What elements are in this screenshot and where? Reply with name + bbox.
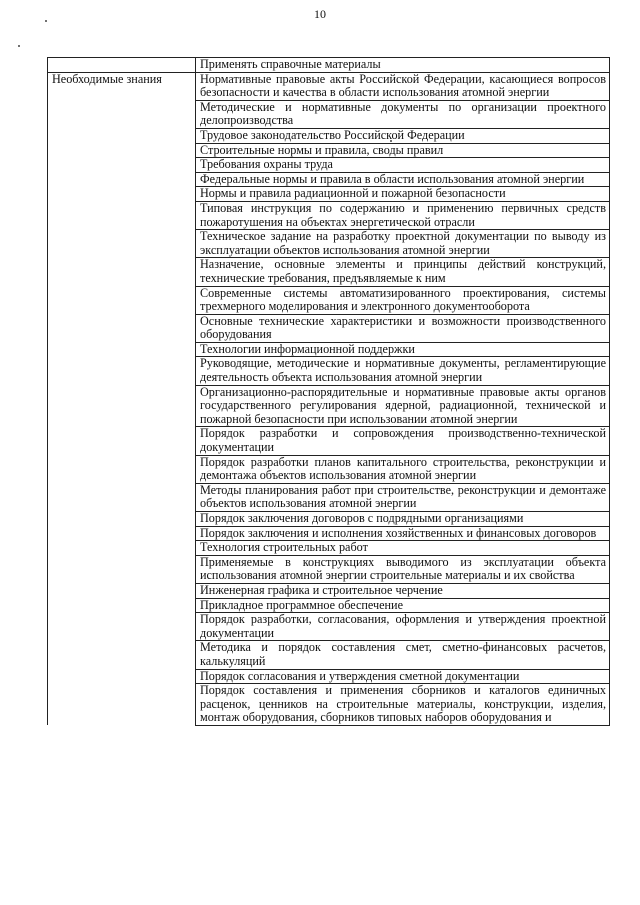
table-row	[48, 314, 610, 342]
table-row	[48, 613, 610, 641]
label-cell-empty	[48, 385, 196, 427]
table-cell	[196, 342, 610, 357]
knowledge-item: Порядок согласования и утверждения сметной документации	[200, 668, 520, 683]
label-cell-empty	[48, 286, 196, 314]
table-row	[48, 201, 610, 229]
label-cell-empty	[48, 427, 196, 455]
knowledge-item: Прикладное программное обеспечение	[200, 597, 403, 612]
table-row	[48, 583, 610, 598]
table-cell	[196, 483, 610, 511]
label-cell-empty	[48, 158, 196, 173]
label-cell-empty	[48, 526, 196, 541]
knowledge-table	[47, 57, 610, 726]
label-cell-empty	[48, 641, 196, 669]
cell-text: Применять справочные материалы	[200, 57, 381, 71]
label-cell-empty	[48, 541, 196, 556]
table-cell	[196, 187, 610, 202]
table-row	[48, 541, 610, 556]
knowledge-item: Федеральные нормы и правила в области использования атомной энергии	[200, 171, 585, 186]
table-row	[48, 641, 610, 669]
table-cell	[196, 598, 610, 613]
knowledge-item: Порядок разработки и сопровождения производственно-технической документации	[200, 426, 606, 455]
label-cell-empty	[48, 555, 196, 583]
knowledge-item: Методы планирования работ при строительстве, реконструкции и демонтаже объектов использования атомной энергии	[200, 482, 606, 511]
label-cell-empty	[48, 172, 196, 187]
knowledge-item: Типовая инструкция по содержанию и применению первичных средств пожаротушения на объектах энергетической отрасли	[200, 200, 606, 229]
table-row	[48, 357, 610, 385]
knowledge-item: Методика и порядок составления смет, сметно-финансовых расчетов, калькуляций	[200, 640, 606, 668]
table-row	[48, 669, 610, 684]
label-cell-empty	[48, 583, 196, 598]
table-row	[48, 187, 610, 202]
label-cell-empty	[48, 100, 196, 128]
knowledge-item: Методические и нормативные документы по организации проектного делопроизводства	[200, 99, 606, 128]
table-row	[48, 258, 610, 286]
table-row	[48, 385, 610, 427]
knowledge-item: Руководящие, методические и нормативные документы, регламентирующие деятельность объекта использования атомной энергии	[200, 356, 606, 385]
label-cell-empty	[48, 357, 196, 385]
knowledge-item: Порядок заключения и исполнения хозяйственных и финансовых договоров	[200, 525, 597, 540]
label-cell-empty	[48, 483, 196, 511]
knowledge-item: Основные технические характеристики и возможности производственного оборудования	[200, 313, 606, 342]
knowledge-item: Применяемые в конструкциях выводимого из эксплуатации объекта использования атомной энергии строительные материалы и их свойства	[200, 554, 606, 583]
table-row	[48, 555, 610, 583]
knowledge-item: Технология строительных работ	[200, 540, 368, 555]
table-row	[48, 100, 610, 128]
knowledge-item: Порядок составления и применения сборников и каталогов единичных расценок, ценников на строительные материалы, конструкции, изделия, монтаж оборудования, сборников типовых наборов оборудования и	[200, 683, 606, 725]
label-cell-empty	[48, 258, 196, 286]
table-row	[48, 158, 610, 173]
table-row	[48, 526, 610, 541]
table-cell	[196, 555, 610, 583]
table-row	[48, 58, 610, 73]
table-row	[48, 172, 610, 187]
page-number: 10	[314, 7, 326, 21]
table-cell	[196, 100, 610, 128]
scan-speck	[18, 45, 20, 47]
knowledge-item: Порядок заключения договоров с подрядными организациями	[200, 511, 524, 525]
knowledge-item: Современные системы автоматизированного проектирования, системы трехмерного моделирования и электронного документооборота	[200, 285, 606, 314]
table-cell	[196, 427, 610, 455]
knowledge-item: Техническое задание на разработку проектной документации по выводу из эксплуатации объектов использования атомной энергии	[200, 229, 606, 257]
label-cell-empty	[48, 342, 196, 357]
table-cell	[196, 583, 610, 598]
label-cell-empty	[48, 128, 196, 143]
knowledge-item: Порядок разработки, согласования, оформления и утверждения проектной документации	[200, 612, 606, 640]
table-cell	[196, 684, 610, 726]
knowledge-item: Трудовое законодательство Российской Федерации	[200, 127, 465, 142]
knowledge-item: Технологии информационной поддержки	[200, 341, 415, 356]
table-row	[48, 72, 610, 100]
table-cell	[196, 613, 610, 641]
table-cell	[196, 669, 610, 684]
table-cell	[196, 143, 610, 158]
table-cell	[196, 357, 610, 385]
knowledge-item: Нормы и правила радиационной и пожарной безопасности	[200, 186, 506, 201]
table-cell	[196, 128, 610, 143]
knowledge-item: Строительные нормы и правила, своды правил	[200, 142, 444, 157]
table-cell	[196, 158, 610, 173]
section-label: Необходимые знания	[52, 71, 162, 86]
table-cell	[196, 58, 610, 73]
table-row	[48, 128, 610, 143]
label-cell-empty	[48, 58, 196, 73]
label-cell-empty	[48, 512, 196, 527]
label-cell-empty	[48, 669, 196, 684]
table-cell	[196, 641, 610, 669]
knowledge-item: Инженерная графика и строительное черчение	[200, 582, 443, 597]
table-row	[48, 483, 610, 511]
knowledge-item: Назначение, основные элементы и принципы действий конструкций, технические требования, предъявляемые к ним	[200, 257, 606, 285]
label-cell-empty	[48, 187, 196, 202]
scan-speck	[45, 20, 47, 22]
table-row	[48, 427, 610, 455]
table-row	[48, 512, 610, 527]
table-cell	[196, 526, 610, 541]
label-cell-empty	[48, 684, 196, 726]
table-cell	[196, 314, 610, 342]
table-row	[48, 598, 610, 613]
label-cell-empty	[48, 598, 196, 613]
table-row	[48, 286, 610, 314]
table-cell	[196, 512, 610, 527]
table-cell	[196, 230, 610, 258]
table-cell	[196, 201, 610, 229]
section-label-cell	[48, 72, 196, 100]
label-cell-empty	[48, 314, 196, 342]
knowledge-item: Организационно-распорядительные и нормативные правовые акты органов государственного регулирования ядерной, радиационной, технической и пожарной безопасности при использовании атомной энергии	[200, 384, 606, 426]
knowledge-item: Нормативные правовые акты Российской Федерации, касающиеся вопросов безопасности и качества в области использования атомной энергии	[200, 71, 606, 100]
label-cell-empty	[48, 201, 196, 229]
table-cell	[196, 455, 610, 483]
table-row	[48, 143, 610, 158]
table-row	[48, 684, 610, 726]
table-cell	[196, 385, 610, 427]
label-cell-empty	[48, 143, 196, 158]
label-cell-empty	[48, 613, 196, 641]
table-cell	[196, 541, 610, 556]
table-cell	[196, 286, 610, 314]
table-cell	[196, 172, 610, 187]
label-cell-empty	[48, 230, 196, 258]
table-row	[48, 342, 610, 357]
table-row	[48, 230, 610, 258]
knowledge-item: Требования охраны труда	[200, 157, 333, 172]
table-row	[48, 455, 610, 483]
table-cell	[196, 258, 610, 286]
knowledge-item: Порядок разработки планов капитального строительства, реконструкции и демонтажа объектов использования атомной энергии	[200, 454, 606, 483]
label-cell-empty	[48, 455, 196, 483]
table-cell	[196, 72, 610, 100]
